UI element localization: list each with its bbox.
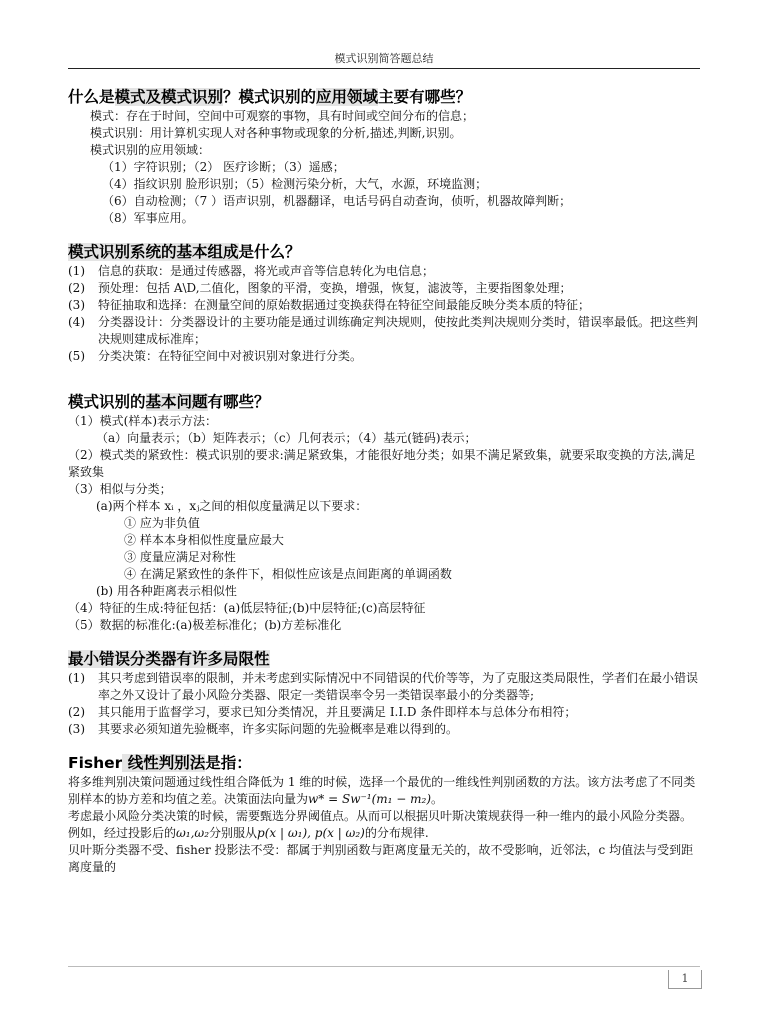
item-text: 其只考虑到错误率的限制，并未考虑到实际情况中不同错误的代价等等，为了克服这类局限性，学者们在最小错误率之外又设计了最小风险分类器、限定一类错误率令另一类错误率最小的分类器等; bbox=[98, 671, 699, 702]
text: 的分布规律. bbox=[364, 826, 429, 840]
text: 。 bbox=[431, 792, 444, 806]
list-item: ① 应为非负值 bbox=[124, 516, 200, 530]
title-text: ？模式识别的 bbox=[223, 88, 317, 106]
title-highlight: 模式识别系统的基本组成 bbox=[68, 243, 239, 261]
title-highlight: 应用领域 bbox=[316, 88, 379, 106]
item-text: 特征抽取和选择：在测量空间的原始数据通过变换获得在特征空间最能反映分类本质的特征； bbox=[98, 298, 591, 312]
item-number: (3) bbox=[68, 298, 85, 312]
section-1-title bbox=[68, 86, 700, 108]
title-text: 是什么？ bbox=[238, 243, 301, 261]
list-item: （8）军事应用。 bbox=[102, 211, 194, 225]
list-item: ③ 度量应满足对称性 bbox=[124, 550, 236, 564]
title-text: Fisher bbox=[68, 754, 123, 772]
text: 分别服从 bbox=[209, 826, 258, 840]
item-text: 其只能用于监督学习，要求已知分类情况，并且要满足 I.I.D 条件即样本与总体分布相符； bbox=[98, 705, 577, 719]
list-item bbox=[68, 721, 700, 738]
item-number: (1) bbox=[68, 671, 85, 685]
section-3-title bbox=[68, 391, 700, 413]
formula: ω₁,ω₂ bbox=[176, 826, 210, 840]
list-item bbox=[68, 297, 700, 314]
list-item: （1）字符识别；（2） 医疗诊断；（3）遥感； bbox=[102, 160, 345, 174]
text: 将多维判别决策问题通过线性组合降低为 1 维的时候，选择一个最优的一维线性判别函数的方法。该方法考虑了不同类别样本的协方差和均值之差。决策面法向量为 bbox=[68, 775, 696, 806]
section-5-title bbox=[68, 752, 700, 774]
list-item bbox=[68, 670, 700, 704]
item-number: (3) bbox=[68, 722, 85, 736]
title-highlight: 最小错误分类器有许多局限性 bbox=[68, 650, 270, 668]
item-number: (2) bbox=[68, 281, 85, 295]
formula: p(x | ω₁), p(x | ω₂) bbox=[257, 826, 365, 840]
item-text: 分类决策：在特征空间中对被识别对象进行分类。 bbox=[98, 349, 363, 363]
item-text: 其要求必须知道先验概率，许多实际问题的先验概率是难以得到的。 bbox=[98, 722, 459, 736]
list-item bbox=[68, 704, 700, 721]
title-text: 模式识别的 bbox=[68, 393, 146, 411]
paragraph: （2）模式类的紧致性：模式识别的要求:满足紧致集，才能很好地分类；如果不满足紧致集，就要采取变换的方法,满足紧致集 bbox=[68, 448, 696, 479]
text: 考虑最小风险分类决策的时候，需要甄选分界阈值点。从而可以根据贝叶斯决策规获得一种一维内的最小风险分类器。例如，经过投影后的 bbox=[68, 809, 693, 840]
item-text: 信息的获取：是通过传感器，将光或声音等信息转化为电信息； bbox=[98, 264, 435, 278]
paragraph: 模式：存在于时间，空间中可观察的事物，具有时间或空间分布的信息； bbox=[90, 109, 475, 123]
footer-divider bbox=[68, 966, 700, 967]
paragraph: （4）特征的生成:特征包括：(a)低层特征;(b)中层特征;(c)高层特征 bbox=[68, 601, 426, 615]
paragraph: 模式识别的应用领域： bbox=[90, 143, 211, 157]
title-text: 主要有哪些？ bbox=[378, 88, 472, 106]
list-item bbox=[68, 314, 700, 348]
list-item: ④ 在满足紧致性的条件下，相似性应该是点间距离的单调函数 bbox=[124, 567, 452, 581]
paragraph: （1）模式(样本)表示方法： bbox=[68, 414, 217, 428]
list-item bbox=[68, 263, 700, 280]
title-text: 是指： bbox=[205, 754, 252, 772]
paragraph: （5）数据的标准化:(a)极差标准化；(b)方差标准化 bbox=[68, 618, 342, 632]
list-item: ② 样本本身相似性度量应最大 bbox=[124, 533, 284, 547]
paragraph: （a）向量表示；（b）矩阵表示；（c）几何表示；（4）基元(链码)表示； bbox=[96, 431, 477, 445]
list-item bbox=[68, 280, 700, 297]
item-text: 分类器设计：分类器设计的主要功能是通过训练确定判决规则，使按此类判决规则分类时，错误率最低。把这些判决规则建成标准库； bbox=[98, 315, 699, 346]
paragraph bbox=[68, 808, 700, 842]
title-highlight: 线性判别法 bbox=[122, 754, 206, 772]
paragraph bbox=[68, 774, 700, 808]
page-number-text: 1 bbox=[681, 972, 689, 985]
page-header bbox=[68, 50, 700, 69]
paragraph: （3）相似与分类； bbox=[68, 482, 172, 496]
item-number: (1) bbox=[68, 264, 85, 278]
item-number: (4) bbox=[68, 315, 85, 329]
section-4-title bbox=[68, 648, 700, 670]
list-item: （6）自动检测；（7 ）语声识别，机器翻译，电话号码自动查询，侦听，机器故障判断； bbox=[102, 194, 572, 208]
header-title: 模式识别简答题总结 bbox=[334, 52, 434, 65]
paragraph: (b) 用各种距离表示相似性 bbox=[96, 584, 237, 598]
formula: w* = Sw⁻¹(m₁ − m₂) bbox=[308, 792, 432, 806]
page-number bbox=[668, 970, 702, 989]
title-highlight: 基本问题 bbox=[145, 393, 208, 411]
paragraph: (a)两个样本 xᵢ ，xⱼ之间的相似度量满足以下要求： bbox=[96, 499, 368, 513]
title-highlight: 模式及模式识别 bbox=[114, 88, 224, 106]
paragraph: 贝叶斯分类器不受、fisher 投影法不受：都属于判别函数与距离度量无关的，故不受影响，近邻法，c 均值法与受到距离度量的 bbox=[68, 843, 694, 874]
paragraph: 模式识别：用计算机实现人对各种事物或现象的分析,描述,判断,识别。 bbox=[90, 126, 462, 140]
item-number: (5) bbox=[68, 349, 85, 363]
item-text: 预处理：包括 A\D,二值化，图象的平滑，变换，增强，恢复，滤波等，主要指图象处理； bbox=[98, 281, 572, 295]
title-text: 有哪些？ bbox=[207, 393, 270, 411]
item-number: (2) bbox=[68, 705, 85, 719]
document-body bbox=[68, 86, 700, 876]
list-item: （4）指纹识别 脸形识别；（5）检测污染分析，大气，水源，环境监测； bbox=[102, 177, 488, 191]
section-2-title bbox=[68, 241, 700, 263]
title-text: 什么是 bbox=[68, 88, 115, 106]
list-item bbox=[68, 348, 700, 365]
